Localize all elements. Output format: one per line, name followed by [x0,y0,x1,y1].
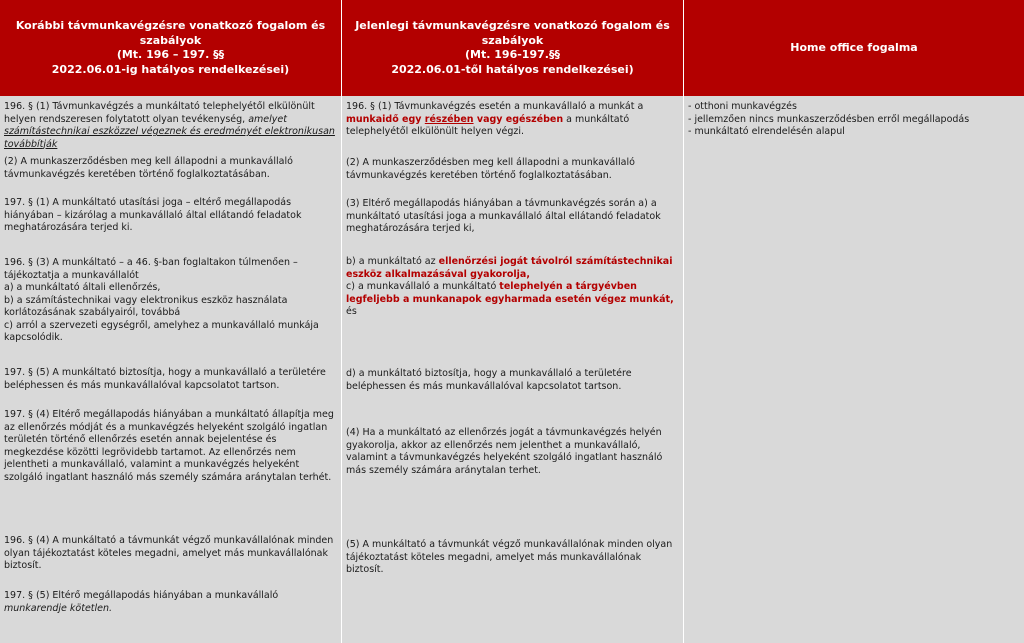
column-previous-rules [0,96,341,643]
home-office-list [688,101,1020,139]
header-previous-date: 2022.06.01-ig hatályos rendelkezései) [51,62,290,76]
prev-196-3: 196. § (3) A munkáltató – a 46. §-ban foglaltakon túlmenően – tájékoztatja a munkavállalót a) a munkáltató általi ellenőrzés, b) a számítástechnikai vagy elektronikus eszköz használata korlátozásának szabályairól, továbbá c) arról a szervezeti egységről, amelyhez a munkavállaló munkája kapcsolódik. [4,257,319,343]
prev-197-5b: 197. § (5) Eltérő megállapodás hiányában a munkavállaló munkarendje kötetlen. [4,590,279,614]
curr-196-1: 196. § (1) Távmunkavégzés esetén a munkavállaló a munkát a munkaidő egy részében vagy egészében a munkáltató telephelyétől elkülönült helyen végzi. [346,101,644,137]
column-home-office [684,96,1024,643]
prev-196-1: 196. § (1) Távmunkavégzés a munkáltató telephelyétől elkülönült helyen rendszeresen folytatott olyan tevékenység, amelyet számítástechnikai eszközzel végeznek és eredményét elektronikusan továbbítják [4,101,335,150]
curr-197-3: (3) Eltérő megállapodás hiányában a távmunkavégzés során a) a munkáltató utasítási joga a munkavállaló által ellátandó feladatok meghatározására terjed ki, [346,198,661,234]
prev-197-4: 197. § (4) Eltérő megállapodás hiányában a munkáltató állapítja meg az ellenőrzés módját és a munkavégzés helyeként szolgáló ingatlan területén történő ellenőrzés esetén annak bejelentése és megkezdése közötti legrövidebb tartamot. Az ellenőrzés nem jelentheti a munkavállaló, valamint a munkavégzés helyeként szolgáló ingatlant használó más személy számára aránytalan terhét. [4,409,334,483]
list-item: - jellemzően nincs munkaszerződésben erről megállapodás [688,113,970,125]
column-current-rules [342,96,683,643]
header-current-date: 2022.06.01-től hatályos rendelkezései) [391,62,634,76]
list-item: - otthoni munkavégzés [688,101,797,112]
curr-197-3d: d) a munkáltató biztosítja, hogy a munkavállaló a területére beléphessen és más munkavállalóval kapcsolatot tartson. [346,368,632,392]
header-home-office [684,0,1024,96]
prev-196-2: (2) A munkaszerződésben meg kell állapodni a munkavállaló távmunkavégzés keretében történő foglalkoztatásában. [4,156,293,180]
prev-197-5: 197. § (5) A munkáltató biztosítja, hogy a munkavállaló a területére beléphessen és más munkavállalóval kapcsolatot tartson. [4,367,326,391]
curr-197-3bc: b) a munkáltató az ellenőrzési jogát távolról számítástechnikai eszköz alkalmazásával gyakorolja, c) a munkavállaló a munkáltató telephelyén a tárgyévben legfeljebb a munkanapok egyharmada esetén végez munkát, és [346,256,674,317]
curr-197-4: (4) Ha a munkáltató az ellenőrzés jogát a távmunkavégzés helyén gyakorolja, akkor az ellenőrzés nem jelenthet a munkavállaló, valamint a távmunkavégzés helyeként szolgáló ingatlant használó más személy számára aránytalan terhet. [346,427,663,476]
prev-197-1: 197. § (1) A munkáltató utasítási joga – eltérő megállapodás hiányában – kizárólag a munkavállaló által ellátandó feladatok meghatározására terjed ki. [4,197,302,233]
header-home-office-title: Home office fogalma [790,40,918,54]
list-item: - munkáltató elrendelésén alapul [688,126,845,137]
header-previous-ref: (Mt. 196 – 197. §§ [116,48,225,61]
header-current-ref: (Mt. 196-197.§§ [465,48,560,61]
curr-196-2: (2) A munkaszerződésben meg kell állapodni a munkavállaló távmunkavégzés keretében történő foglalkoztatásában. [346,157,635,181]
header-previous-rules [0,0,341,96]
header-previous-title: Korábbi távmunkavégzésre vonatkozó fogalom és szabályok [15,19,326,47]
column-divider [683,0,684,643]
curr-197-5: (5) A munkáltató a távmunkát végző munkavállalónak minden olyan tájékoztatást köteles megadni, amelyet más munkavállalónak biztosít. [346,539,673,575]
header-current-title: Jelenlegi távmunkavégzésre vonatkozó fogalom és szabályok [355,19,670,47]
prev-196-4: 196. § (4) A munkáltató a távmunkát végző munkavállalónak minden olyan tájékoztatást köteles megadni, amelyet más munkavállalónak biztosít. [4,535,334,571]
header-current-rules [342,0,683,96]
column-divider [341,0,342,643]
